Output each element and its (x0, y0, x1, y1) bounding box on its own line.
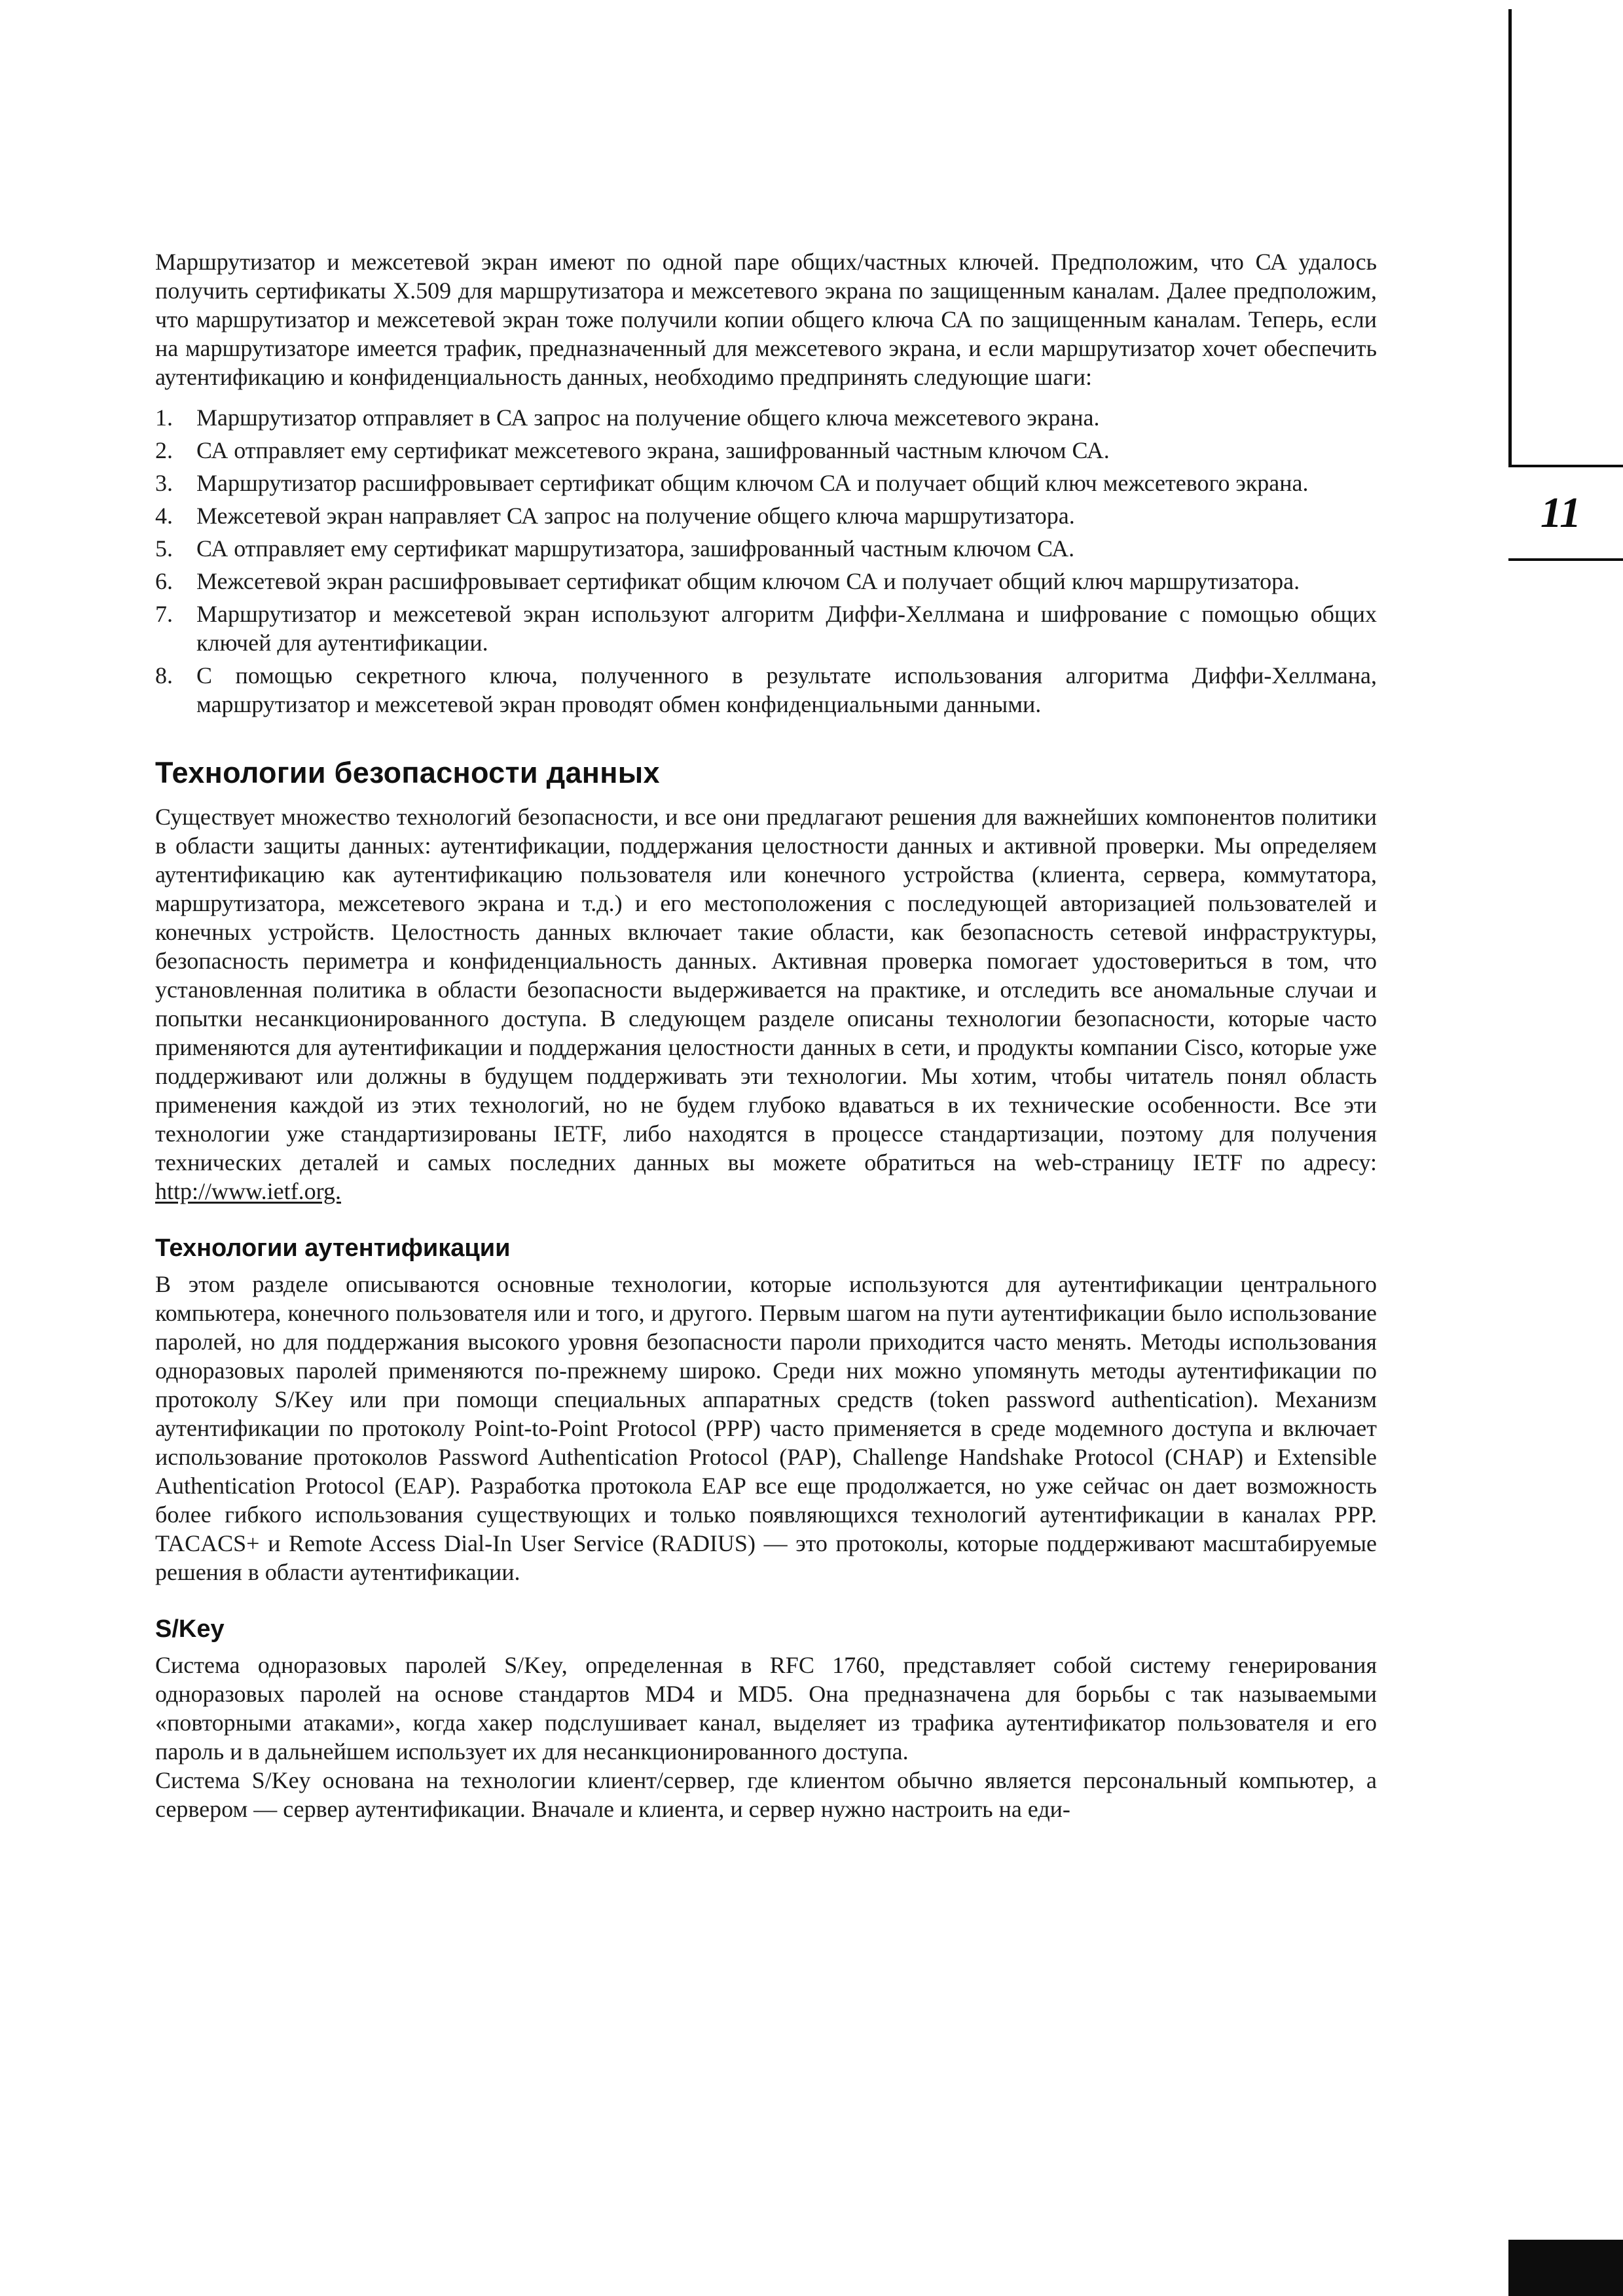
paragraph-text: Существует множество технологий безопасности, и все они предлагают решения для важнейших компонентов политики в области защиты данных: аутентификации, поддержания целостности данных и активной проверки. Мы определяем аутентификацию как аутентификацию пользователя или конечного устройства (клиента, сервера, коммутатора, маршрутизатора, межсетевого экрана и т.д.) и его местоположения с последующей авторизацией пользователей и конечных устройств. Целостность данных включает такие области, как безопасность сетевой инфраструктуры, безопасность периметра и конфиденциальность данных. Активная проверка помогает удостовериться в том, что установленная политика в области безопасности выдерживается на практике, и отследить все аномальные случаи и попытки несанкционированного доступа. В следующем разделе описаны технологии безопасности, которые часто применяются для аутентификации и поддержания целостности данных в сети, и продукты компании Cisco, которые уже поддерживают или должны в будущем поддерживать эти технологии. Мы хотим, чтобы читатель понял область применения каждой из этих технологий, но не будем глубоко вдаваться в их технические особенности. Все эти технологии уже стандартизированы IETF, либо находятся в процессе стандартизации, поэтому для получения технических деталей и самых последних данных вы можете обратиться на web-страницу IETF по адресу: (155, 804, 1377, 1175)
intro-paragraph: Маршрутизатор и межсетевой экран имеют по одной паре общих/частных ключей. Предположим, что СА удалось получить сертификаты X.509 для маршрутизатора и межсетевого экрана по защищенным каналам. Далее предположим, что маршрутизатор и межсетевой экран тоже получили копии общего ключа СА по защищенным каналам. Теперь, если на маршрутизаторе имеется трафик, предназначенный для межсетевого экрана, и если маршрутизатор хочет обеспечить аутентификацию и конфиденциальность данных, необходимо предпринять следующие шаги: (155, 249, 1377, 390)
step-number: 7. (155, 601, 173, 627)
step-number: 2. (155, 437, 173, 463)
data-security-paragraph (155, 802, 1377, 1206)
step-text: Маршрутизатор и межсетевой экран используют алгоритм Диффи-Хеллмана и шифрование с помощью общих ключей для аутентификации. (196, 601, 1377, 656)
margin-vertical-rule (1508, 9, 1512, 466)
subsection-title-authentication-technologies: Технологии аутентификации (155, 1234, 511, 1262)
list-item (155, 600, 1377, 657)
step-number: 8. (155, 662, 173, 689)
step-number: 4. (155, 503, 173, 529)
step-number: 6. (155, 568, 173, 594)
corner-bleed-tab (1508, 2240, 1623, 2296)
list-item (155, 436, 1377, 465)
step-text: Маршрутизатор расшифровывает сертификат общим ключом СА и получает общий ключ межсетевого экрана. (196, 470, 1309, 496)
main-text-column (155, 247, 1377, 1823)
key-exchange-steps-list (155, 403, 1377, 719)
step-number: 5. (155, 535, 173, 562)
section-title-data-security-technologies: Технологии безопасности данных (155, 756, 660, 789)
step-text: Маршрутизатор отправляет в СА запрос на получение общего ключа межсетевого экрана. (196, 404, 1100, 431)
step-text: С помощью секретного ключа, полученного в результате использования алгоритма Диффи-Хеллмана, маршрутизатор и межсетевой экран проводят обмен конфиденциальными данными. (196, 662, 1377, 717)
list-item (155, 403, 1377, 432)
step-text: СА отправляет ему сертификат маршрутизатора, зашифрованный частным ключом СА. (196, 535, 1075, 562)
skey-paragraph-1: Система одноразовых паролей S/Key, определенная в RFC 1760, представляет собой систему генерирования одноразовых паролей на основе стандартов MD4 и MD5. Она предназначена для борьбы с так называемыми «повторными атаками», когда хакер подслушивает канал, выделяет из трафика аутентификатор пользователя и его пароль и в дальнейшем использует их для несанкционированного доступа. (155, 1652, 1377, 1765)
authentication-paragraph: В этом разделе описываются основные технологии, которые используются для аутентификации центрального компьютера, конечного пользователя или и того, и другого. Первым шагом на пути аутентификации было использование паролей, но для поддержания высокого уровня безопасности пароли приходится часто менять. Методы использования одноразовых паролей применяются по-прежнему широко. Среди них можно упомянуть методы аутентификации по протоколу S/Key или при помощи специальных аппаратных средств (token password authentication). Механизм аутентификации по протоколу Point-to-Point Protocol (PPP) часто применяется в среде модемного доступа и включает использование протоколов Password Authentication Protocol (PAP), Challenge Handshake Protocol (CHAP) и Extensible Authentication Protocol (EAP). Разработка протокола EAP все еще продолжается, но уже сейчас он дает возможность более гибкого использования существующих и только появляющихся технологий аутентификации в каналах PPP. TACACS+ и Remote Access Dial-In User Service (RADIUS) — это протоколы, которые поддерживают масштабируемые решения в области аутентификации. (155, 1271, 1377, 1585)
skey-paragraph-2: Система S/Key основана на технологии клиент/сервер, где клиентом обычно является персональный компьютер, а сервером — сервер аутентификации. Вначале и клиента, и сервер нужно настроить на еди- (155, 1767, 1377, 1822)
list-item (155, 661, 1377, 719)
subsection-title-skey: S/Key (155, 1615, 225, 1643)
page-number-rule-bottom (1508, 558, 1623, 561)
step-number: 3. (155, 470, 173, 496)
page-number: 11 (1540, 488, 1582, 537)
list-item (155, 469, 1377, 497)
ietf-url-link[interactable]: http://www.ietf.org. (155, 1178, 341, 1204)
step-number: 1. (155, 404, 173, 431)
list-item (155, 501, 1377, 530)
step-text: СА отправляет ему сертификат межсетевого экрана, зашифрованный частным ключом СА. (196, 437, 1110, 463)
step-text: Межсетевой экран расшифровывает сертификат общим ключом СА и получает общий ключ маршрутизатора. (196, 568, 1300, 594)
list-item (155, 534, 1377, 563)
list-item (155, 567, 1377, 596)
step-text: Межсетевой экран направляет СА запрос на получение общего ключа маршрутизатора. (196, 503, 1075, 529)
